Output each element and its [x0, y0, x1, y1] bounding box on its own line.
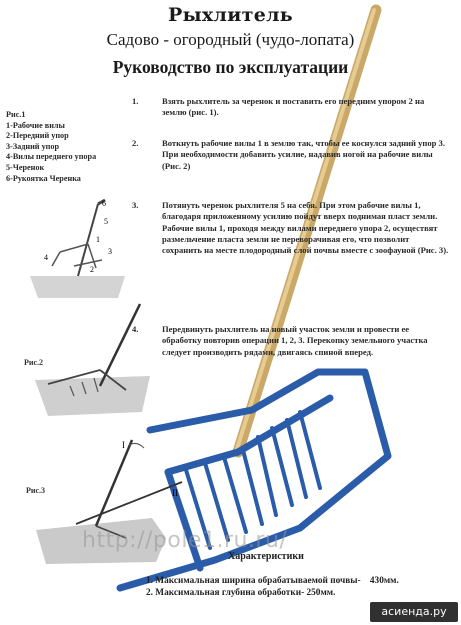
fig3-mark: I: [122, 440, 125, 450]
fig1-number: 2: [90, 265, 94, 274]
legend-item: 3-Задний упор: [6, 141, 60, 151]
step-2: [132, 138, 450, 172]
step-number: 4.: [132, 324, 139, 334]
characteristic-item: 2. Максимальная глубина обработки- 250мм.: [146, 587, 336, 598]
legend-heading: Рис.1: [6, 110, 26, 119]
step-4: [132, 324, 450, 358]
watermark: http://pole1.ru.ru/: [82, 528, 288, 553]
manual-title: Руководство по эксплуатации: [112, 57, 349, 77]
fig1-number: 5: [104, 217, 108, 226]
step-text: Передвинуть рыхлитель на новый участок земли и провести ее обработку повторив операции 1, 2, 3. Перекопку земельного участка следует производить рядами, двигаясь спиной вперед.: [162, 324, 428, 357]
step-text: Взять рыхлитель за черенок и поставить его передним упором 2 на землю (рис. 1).: [162, 96, 425, 118]
fig1-number: 3: [108, 247, 112, 256]
fig1-number: 4: [44, 253, 48, 262]
step-text: Потянуть черенок рыхлителя 5 на себя. При этом рабочие вилы 1, благодаря приложенному усилию пойдут вверх поднимая пласт земли. Рабочие вилы 1, проходя между вилами переднего упора 2, осуществят размельчение пласта земли не переворачивая его, что позволит сохранить на месте плодородный слой почвы вместе с зоофауной (Рис. 3).: [162, 200, 449, 256]
characteristic-item: 1. Максимальная ширина обрабатываемой почвы- 430мм.: [146, 576, 399, 586]
figure-1: [30, 196, 140, 306]
step-number: 2.: [132, 138, 139, 148]
fig3-label: Рис.3: [26, 486, 46, 495]
soil-block: [30, 276, 125, 298]
legend-item: 4-Вилы переднего упора: [6, 152, 97, 162]
step-text: Воткнуть рабочие вилы 1 в землю так, чтобы ее коснулся задний упор 3. При необходимости добавить усилие, надавив ногой на рабочие вилы (Рис. 2): [162, 138, 446, 171]
fig1-number: 6: [102, 199, 106, 208]
legend-item: 6-Рукоятка Черенка: [6, 173, 81, 183]
legend-item: 5-Черенок: [6, 162, 45, 172]
characteristics-title: Характеристики: [228, 551, 304, 562]
step-1: [132, 96, 450, 119]
legend-item: 2-Передний упор: [6, 131, 69, 141]
legend-item: 1-Рабочие вилы: [6, 120, 65, 130]
site-badge[interactable]: асиенда.ру: [370, 602, 458, 622]
step-number: 3.: [132, 200, 139, 210]
fig1-number: 1: [96, 235, 100, 244]
characteristics-list: [146, 576, 446, 600]
fig3-mark: II: [172, 488, 178, 498]
page-title: Рыхлитель: [167, 4, 293, 26]
step-number: 1.: [132, 96, 139, 106]
page-subtitle: Садово - огородный (чудо-лопата): [106, 30, 355, 49]
fig2-label: Рис.2: [24, 358, 44, 367]
figure-2: [30, 300, 160, 420]
step-3: [132, 200, 450, 256]
